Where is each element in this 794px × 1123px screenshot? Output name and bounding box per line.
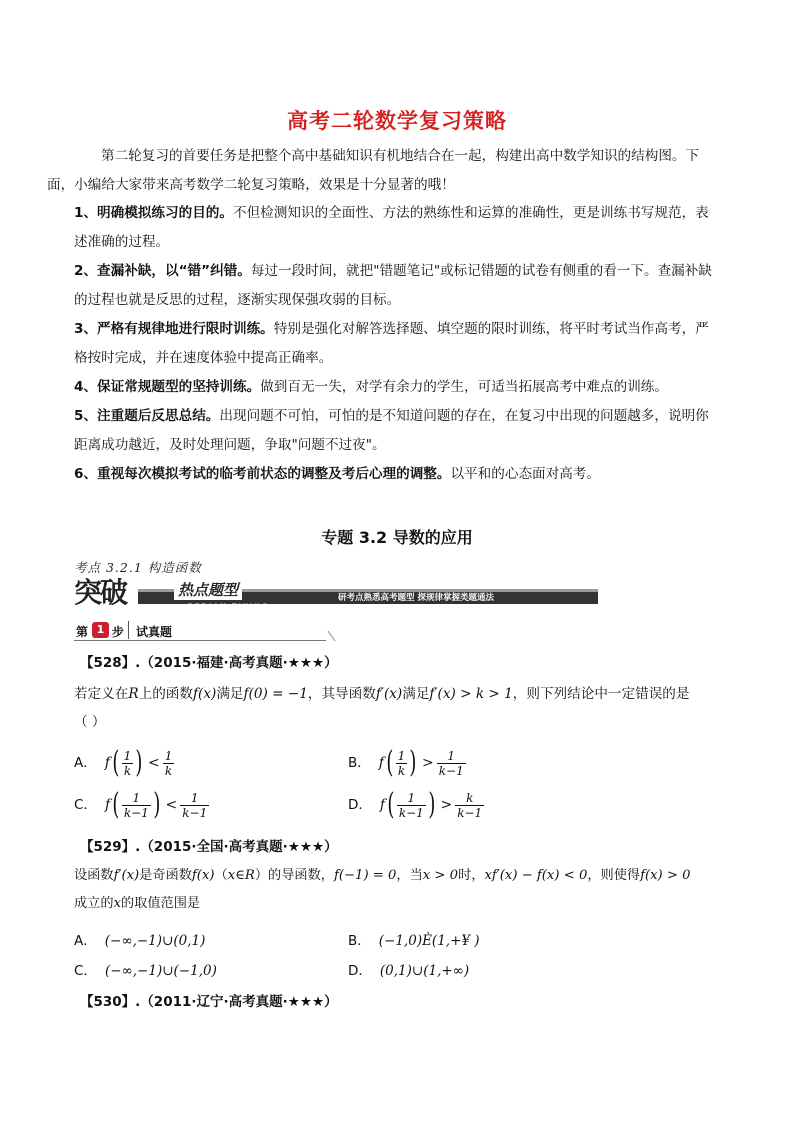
strategy-point-4 [74,373,724,402]
strategy-point-1 [74,199,724,257]
strategy-point-2 [74,257,724,315]
q528-option-b[interactable]: B． f( $\frac{1}{k}$ ) > $\frac{1}{k-1}$ [348,745,464,780]
step-separator [128,621,129,639]
q529-text-a: 设函数 [74,868,114,883]
step-number-badge: 1 [92,622,109,638]
step-header [74,621,326,641]
intro-paragraph [47,142,724,200]
point-4-head: 4、保证常规题型的坚持训练。 [74,379,261,395]
q528-text-a: 若定义在 [74,686,129,702]
q528-condition-2: f′(x) > k > 1 [429,686,513,702]
question-530-header: 【530】.（2011·辽宁·高考真题·★★★） [80,994,338,1010]
q529-option-c-key: C． [74,963,97,979]
q528-derivative: f′(x) [375,686,403,702]
q529-condition-1: f(−1) = 0 [333,868,397,883]
q528-text-e: 满足 [402,686,430,702]
option-b-frac-arg: $\frac{1}{k}$ [397,748,406,778]
point-1-head: 1、明确模拟练习的目的。 [74,205,233,221]
option-d-frac-arg: $\frac{1}{k-1}$ [398,790,424,820]
option-a-key: A． [74,755,97,771]
q529-paren-open: （ [214,868,228,883]
q528-text-d: ，其导函数 [307,686,376,702]
q529-condition-2: x > 0 [422,868,459,883]
question-529-header: 【529】.（2015·全国·高考真题·★★★） [80,839,338,855]
step-bu: 步 [112,625,125,639]
point-3-head: 3、严格有规律地进行限时训练。 [74,321,274,337]
option-a-frac-arg: $\frac{1}{k}$ [123,748,132,778]
q529-option-a[interactable] [74,929,205,949]
question-528-header: 【528】.（2015·福建·高考真题·★★★） [80,655,338,671]
topic-title: 专题 3.2 导数的应用 [321,528,473,547]
q529-domain: x∈R [227,868,255,883]
q528-option-c[interactable]: C． f( $\frac{1}{k-1}$ ) < $\frac{1}{k-1}$ [74,787,208,822]
option-d-relation: > [440,797,453,813]
option-b-frac-rhs: $\frac{1}{k-1}$ [438,748,464,778]
strategy-point-6 [74,460,724,489]
intro-line-2: 面，小编给大家带来高考数学二轮复习策略，效果是十分显著的哦！ [47,177,455,193]
q529-text-b: 是奇函数 [139,868,192,883]
q529-option-b-value: (−1,0)È(1,+¥ ) [378,933,480,949]
option-c-f: f [104,797,111,813]
point-1-line-2: 述准确的过程。 [74,234,170,250]
q528-text-b: 上的函数 [138,686,193,702]
point-6-line-1: 以平和的心态面对高考。 [450,466,601,482]
q529-fx: f(x) [191,868,215,883]
q529-option-d-key: D． [348,963,372,979]
option-c-key: C． [74,797,97,813]
banner-hot-text: 热点题型 [174,579,242,600]
q529-text-d: ）的导函数， [254,868,334,883]
step-corner [315,631,335,641]
point-3-line-1: 特别是强化对解答选择题、填空题的限时训练，将平时考试当作高考，严 [273,321,709,337]
point-6-head: 6、重视每次模拟考试的临考前状态的调整及考后心理的调整。 [74,466,451,482]
q529-condition-3: xf′(x) − f(x) < 0 [484,868,588,883]
option-b-relation: > [422,755,434,771]
q529-text-e: ，当 [396,868,423,883]
q528-option-a[interactable]: A． f( $\frac{1}{k}$ ) < $\frac{1}{k}$ [74,745,173,780]
option-a-frac-rhs: $\frac{1}{k}$ [164,748,173,778]
q528-answer-blank: （ ） [74,714,106,730]
q529-option-c-value: (−∞,−1)∪(−1,0) [104,963,217,979]
q529-option-d[interactable] [348,959,469,979]
q528-option-d[interactable]: D． f( $\frac{1}{k-1}$ ) > $\frac{k}{k-1}$ [348,787,483,822]
banner-big-text: 突破 [74,576,127,609]
intro-line-1: 第二轮复习的首要任务是把整个高中基础知识有机地结合在一起，构建出高中数学知识的结构图。下 [101,148,700,164]
banner-pinyin: REDIAN TIXING [188,602,270,610]
option-a-relation: < [148,755,160,771]
option-b-f: f [378,755,384,771]
option-c-relation: < [165,797,178,813]
q528-condition-1: f(0) = −1 [243,686,308,702]
banner-slogan: 研考点熟悉高考题型 探规律掌握类题通法 [338,593,494,603]
q529-derivative: f′(x) [113,868,140,883]
q528-text-c: 满足 [216,686,244,702]
q529-option-d-value: (0,1)∪(1,+∞) [379,963,470,979]
step-label: 试真题 [136,625,173,639]
kaodian-label: 考点 3.2.1 构造函数 [74,560,202,575]
option-b-key: B． [348,755,371,771]
option-d-f: f [379,797,386,813]
strategy-point-3 [74,315,724,373]
q529-text-g: ，则使得 [587,868,641,883]
step-di: 第 [76,625,89,639]
point-5-line-1: 出现问题不可怕，可怕的是不知道问题的存在，在复习中出现的问题越多，说明你 [219,408,709,424]
q528-set-r: R [128,686,139,702]
q529-option-a-value: (−∞,−1)∪(0,1) [104,933,206,949]
option-a-f: f [104,755,110,771]
hot-topic-banner [74,575,598,613]
option-c-frac-rhs: $\frac{1}{k-1}$ [182,790,208,820]
q529-option-b-key: B． [348,933,371,949]
point-2-line-1: 每过一段时间，就把"错题笔记"或标记错题的试卷有侧重的看一下。查漏补缺 [250,263,712,279]
point-3-line-2: 格按时完成，并在速度体验中提高正确率。 [74,350,333,366]
question-528-text [74,680,734,736]
option-d-key: D． [348,797,372,813]
q529-text-f: 时， [458,868,485,883]
point-2-head: 2、查漏补缺，以“错”纠错。 [74,263,251,279]
strategy-point-5 [74,402,724,460]
q529-option-c[interactable] [74,959,217,979]
option-c-frac-arg: $\frac{1}{k-1}$ [123,790,149,820]
point-4-line-1: 做到百无一失，对学有余力的学生，可适当拓展高考中难点的训练。 [260,379,668,395]
q529-variable-x: x [113,896,121,911]
q529-option-a-key: A． [74,933,97,949]
q529-text-h: 成立的 [74,896,114,911]
question-529-text [74,862,734,918]
point-1-line-1: 不但检测知识的全面性、方法的熟练性和运算的准确性，更是训练书写规范，表 [233,205,709,221]
q528-text-f: ，则下列结论中一定错误的是 [512,686,690,702]
q529-option-b[interactable] [348,929,480,949]
point-2-line-2: 的过程也就是反思的过程，逐渐实现保强攻弱的目标。 [74,292,401,308]
point-5-head: 5、注重题后反思总结。 [74,408,220,424]
option-d-frac-rhs: $\frac{k}{k-1}$ [457,790,483,820]
q529-condition-4: f(x) > 0 [640,868,691,883]
point-5-line-2: 距离成功越近，及时处理问题，争取"问题不过夜"。 [74,437,386,453]
q528-fx: f(x) [193,686,217,702]
q529-text-i: 的取值范围是 [121,896,201,911]
page-title: 高考二轮数学复习策略 [287,109,507,133]
